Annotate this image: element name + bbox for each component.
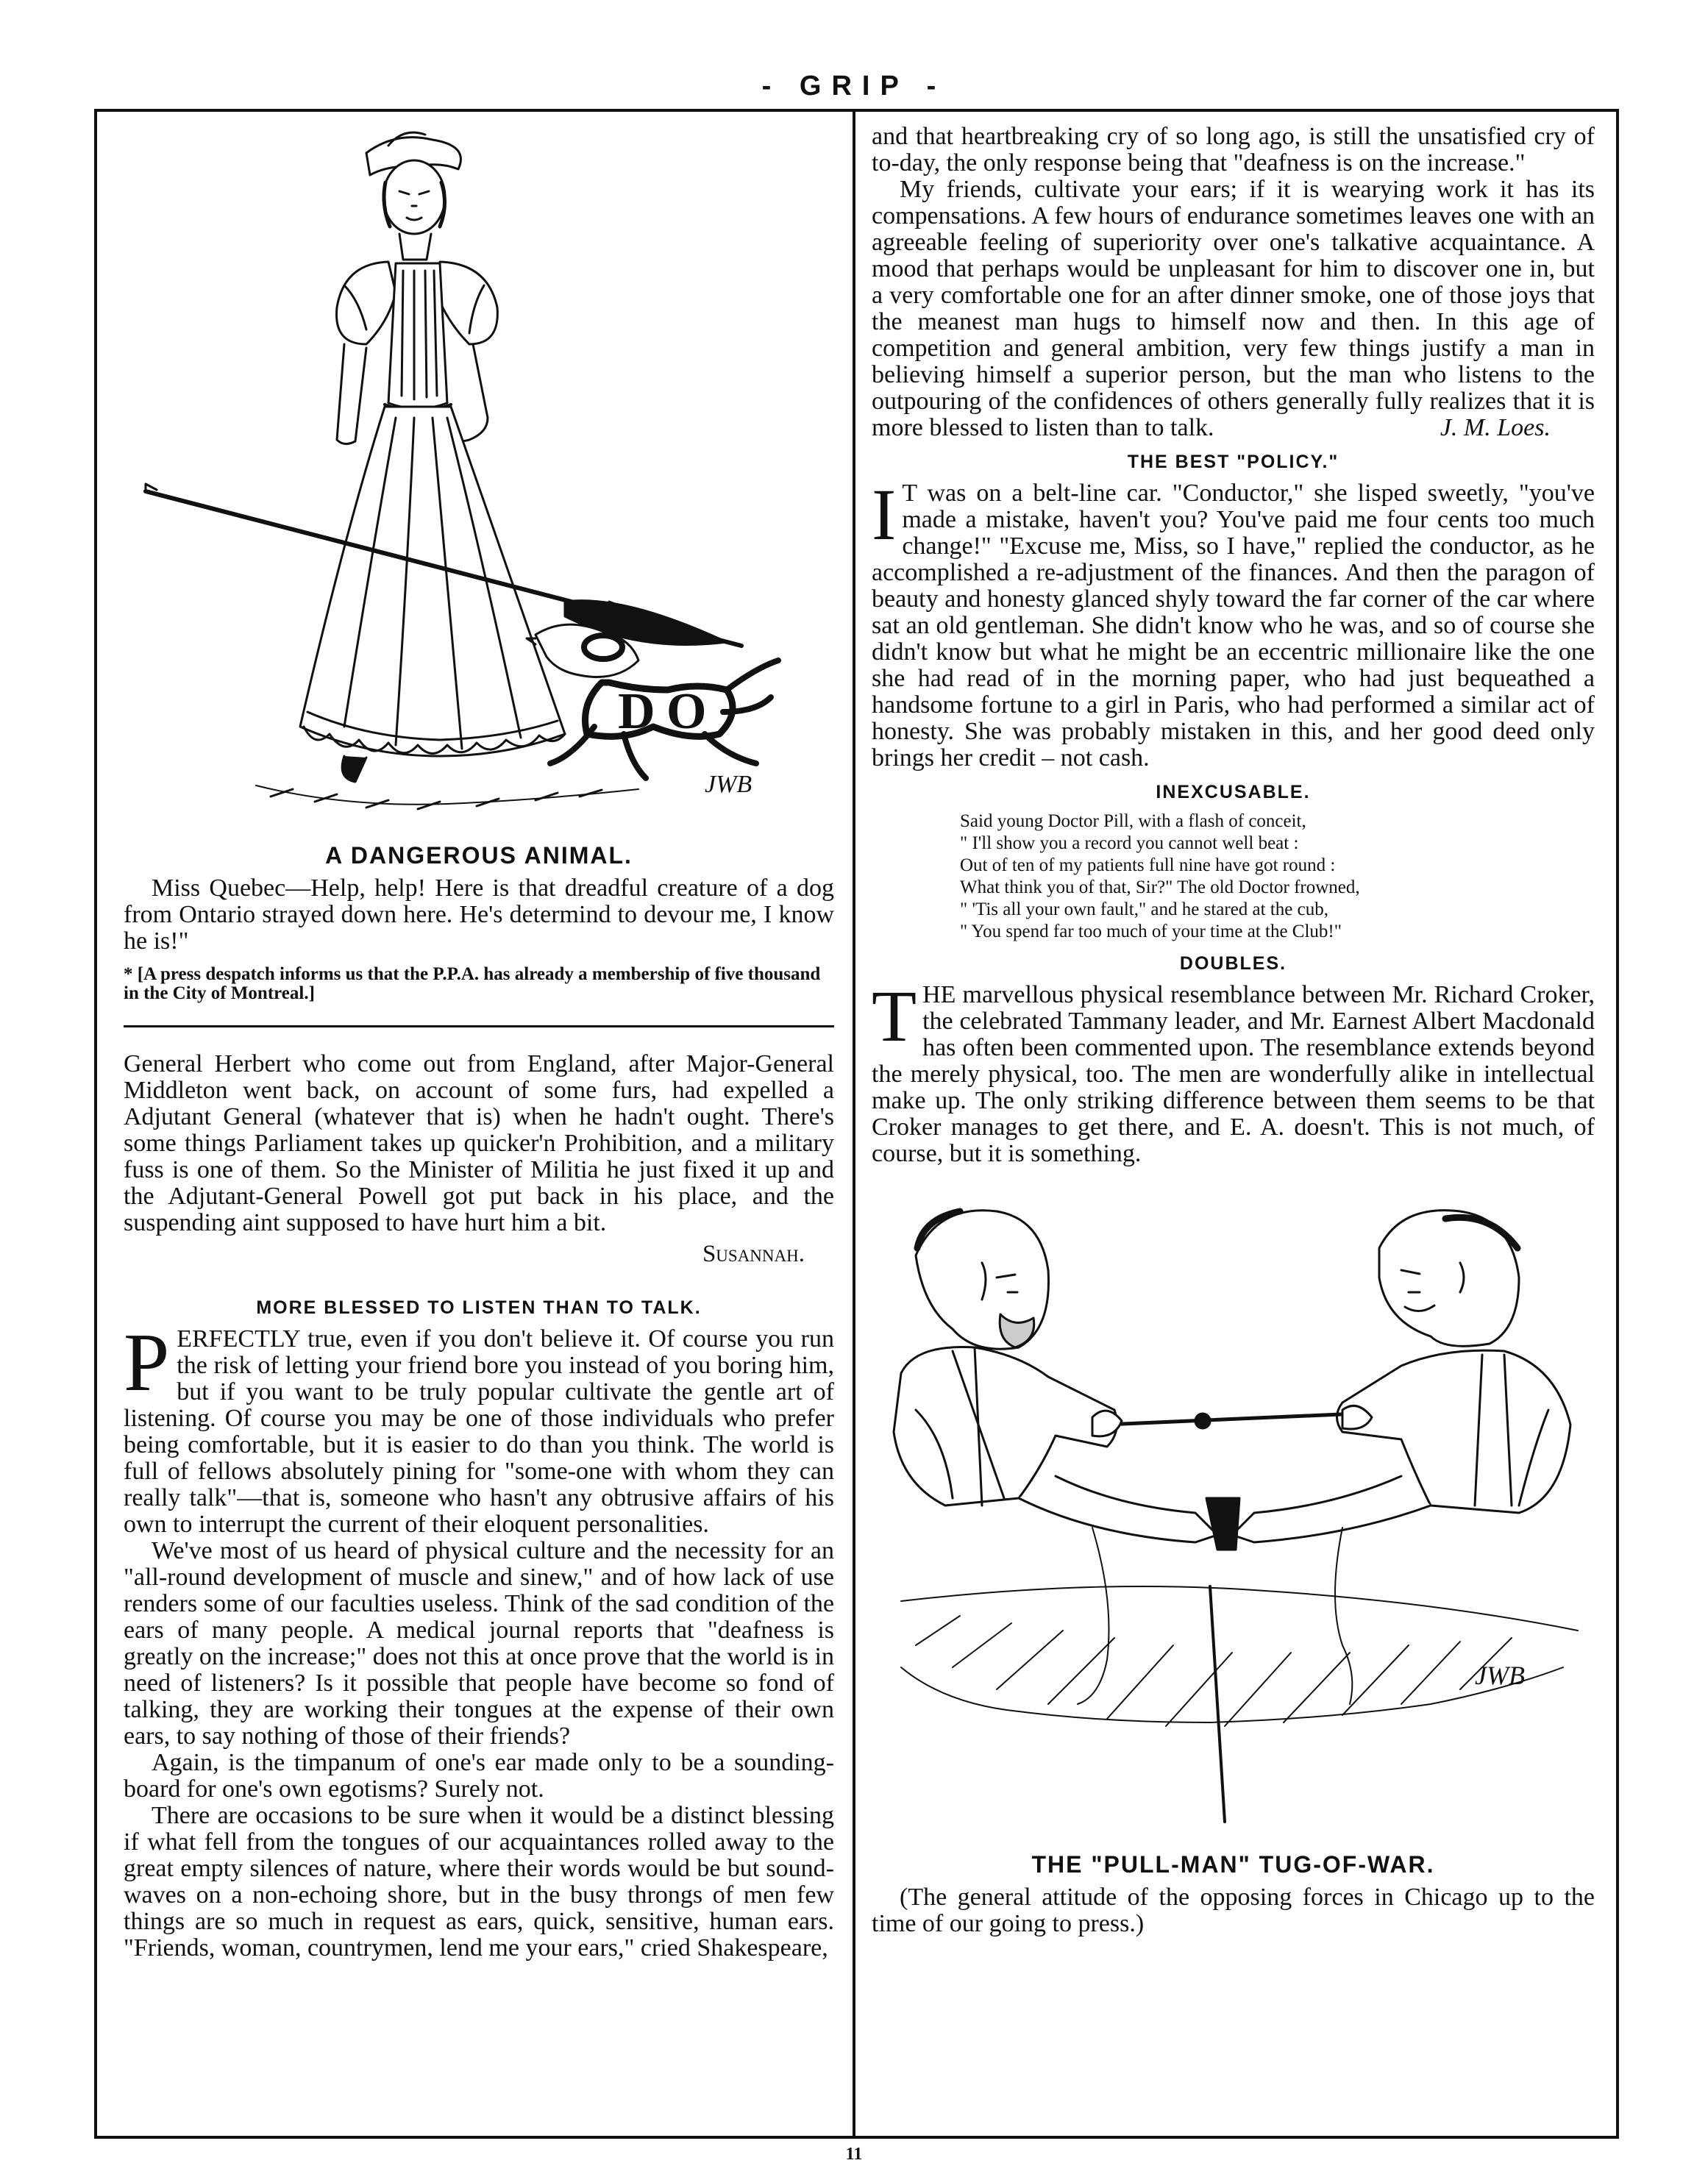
page-number: 11 [845, 2145, 863, 2164]
cartoon2-caption: (The general attitude of the opposing forces in Chicago up to the time of our going to press.) [872, 1884, 1595, 1937]
policy-text: T was on a belt-line car. "Conductor," she lisped sweetly, "you've made a mistake, haven't you? You've paid me four cents too much change!" "Excuse me, Miss, so I have," replied the conductor, as he accomplished a re-adjustment of the finances. And then the paragon of beauty and honesty glanced shyly toward the far corner of the car where sat an old gentleman. She didn't know who he was, and so of course she didn't know but what he might be an eccentric millionaire like the one she had read of in the morning paper, who had just bequeathed a handsome fortune to a girl in Paris, who had performed a similar act of honesty. She was probably mistaken in this, and her good deed only brings her credit – not cash. [872, 480, 1595, 772]
poem-line: " You spend far too much of your time at the Club!" [960, 922, 1342, 941]
tug-of-war-cartoon [872, 1189, 1595, 1844]
cartoon2-title: THE "PULL-MAN" TUG-OF-WAR. [1031, 1851, 1435, 1878]
cartoon2-signature: JWB [1475, 1661, 1525, 1690]
doubles-heading: DOUBLES. [1179, 953, 1287, 974]
inexcusable-heading: INEXCUSABLE. [1156, 782, 1311, 802]
inexcusable-poem [960, 810, 1595, 943]
listen-paragraph-4: There are occasions to be sure when it would be a distinct blessing if what fell from the tongues of our acquaintances rolled away to the great empty silences of nature, where their words would be but sound-waves on a non-echoing shore, but in the busy throngs of men few things are so much in request as ears, quick, sensitive, human ears. "Friends, woman, countrymen, lend me your ears," cried Shakespeare, [124, 1802, 834, 1962]
right-column [872, 124, 1595, 1937]
listen-continued-2 [872, 177, 1595, 441]
poem-line: What think you of that, Sir?" The old Doctor frowned, [960, 877, 1360, 897]
listen-paragraph-1 [124, 1317, 834, 1538]
policy-paragraph [872, 474, 1595, 772]
poem-line: Said young Doctor Pill, with a flash of conceit, [960, 811, 1306, 831]
svg-text:O: O [666, 683, 707, 740]
poem-line: " I'll show you a record you cannot well beat : [960, 833, 1299, 853]
listen-heading: MORE BLESSED TO LISTEN THAN TO TALK. [256, 1297, 702, 1318]
cartoon1-note: * [A press despatch informs us that the P.P.A. has already a membership of five thousand in the City of Montreal.] [124, 964, 821, 1003]
listen-signature: J. M. Loes. [1440, 414, 1551, 441]
cartoon1-title: A DANGEROUS ANIMAL. [325, 842, 633, 869]
policy-heading: THE BEST "POLICY." [1127, 452, 1339, 472]
poem-line: " 'Tis all your own fault," and he stared at the cub, [960, 899, 1328, 919]
cartoon1-caption: Miss Quebec—Help, help! Here is that dreadful creature of a dog from Ontario strayed down here. He's determind to devour me, I know he is!" [124, 874, 834, 955]
doubles-paragraph [872, 975, 1595, 1167]
herbert-signature: Susannah. [702, 1241, 805, 1267]
listen-continued-2-text: My friends, cultivate your ears; if it is wearying work it has its compensations. A few hours of endurance sometimes leaves one with an agreeable feeling of superiority over one's talkative acquaintance. A mood that perhaps would be unpleasant for him to discover one in, but a very comfortable one for an after dinner smoke, one of those joys that the meanest man hugs to himself now and then. In this age of competition and general ambition, very few things justify a man in believing himself a superior person, but the man who listens to the outpouring of the confidences of others generally fully realizes that it is more blessed to listen than to talk. [872, 176, 1595, 441]
cartoon1-signature: JWB [705, 771, 752, 798]
policy-dropcap: I [872, 474, 897, 555]
masthead: - GRIP - [761, 71, 947, 101]
doubles-text: HE marvellous physical resemblance between Mr. Richard Croker, the celebrated Tammany leader, and Mr. Earnest Albert Macdonald has often been commented upon. The resemblance extends beyond the merely physical, too. The men are wonderfully alike in intellectual make up. The only striking difference between them seems to be that Croker manages to get there, and E. A. doesn't. This is not much, of course, but it is something. [872, 981, 1595, 1167]
dangerous-animal-cartoon [124, 124, 834, 833]
listen-paragraph-2: We've most of us heard of physical culture and the necessity for an "all-round development of muscle and sinew," and of how lack of use renders some of our faculties useless. Think of the sad condition of the ears of many people. A medical journal reports that "deafness is greatly on the increase;" does not this at once prove that the world is in need of listeners? Is it possible that people have become so fond of talking, they are working their tongues at the expense of their own ears, to say nothing of those of their friends? [124, 1537, 834, 1750]
doubles-dropcap: T [872, 975, 917, 1057]
listen-dropcap: P [124, 1317, 170, 1408]
poem-line: Out of ten of my patients full nine have got round : [960, 855, 1336, 875]
listen-paragraph-3: Again, is the timpanum of one's ear made only to be a sounding-board for one's own egotisms? Surely not. [124, 1749, 834, 1803]
section-rule [124, 1025, 834, 1027]
herbert-paragraph: General Herbert who come out from England, after Major-General Middleton went back, on account of some furs, had expelled a Adjutant General (whatever that is) when he hadn't ought. There's some things Parliament takes up quicker'n Prohibition, and a military fuss is one of them. So the Minister of Militia he just fixed it up and the Adjutant-General Powell got put back in his place, and the suspending aint supposed to have hurt him a bit. [124, 1050, 834, 1236]
listen-continued-1: and that heartbreaking cry of so long ago, is still the unsatisfied cry of to-day, the only response being that "deafness is on the increase." [872, 124, 1595, 177]
column-divider [853, 110, 855, 2137]
listen-paragraph-1-text: ERFECTLY true, even if you don't believe it. Of course you run the risk of letting your friend bore you instead of you boring him, but if you want to be truly popular cultivate the gentle art of listening. Of course you may be one of those individuals who prefer being comfortable, but it is easier to do than you think. The world is full of fellows absolutely pining for "some-one with whom they can really talk"—that is, someone who hasn't any obtrusive affairs of his own to interrupt the current of their eloquent personalities. [124, 1325, 834, 1538]
left-column [124, 124, 834, 1962]
svg-text:D: D [618, 683, 655, 740]
